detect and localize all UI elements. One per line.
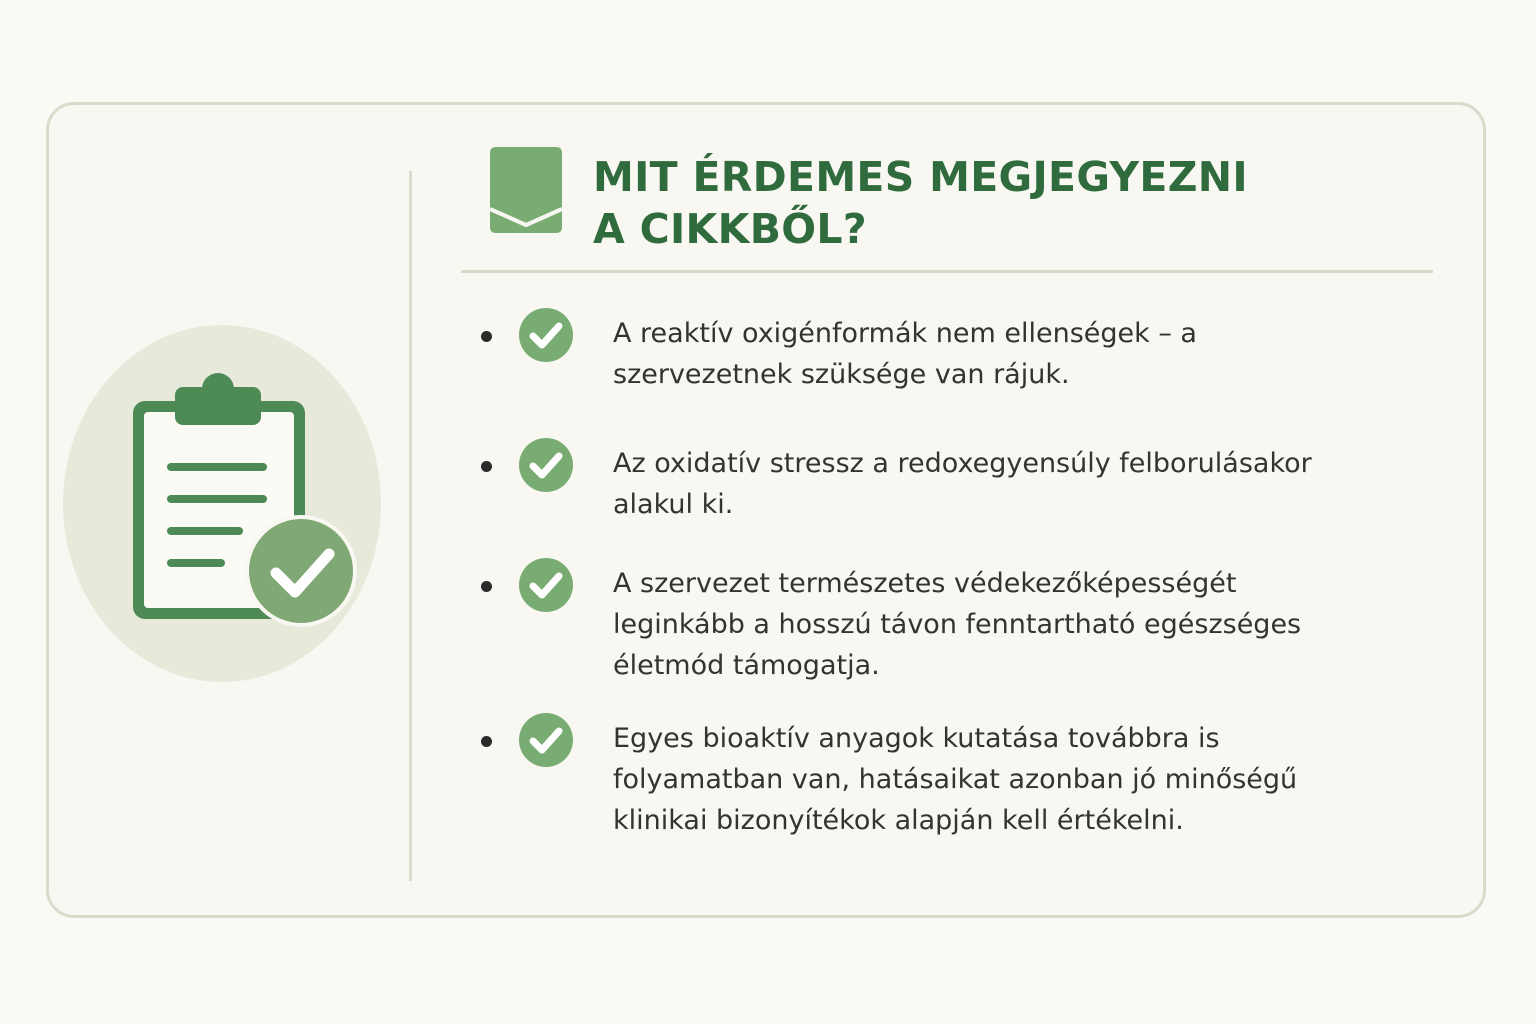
bullet-dot [481, 461, 492, 472]
bullet-dot [481, 331, 492, 342]
bullet-dot [481, 736, 492, 747]
vertical-divider [409, 171, 412, 881]
text-line: Az oxidatív stressz a redoxegyensúly felborulásakor [613, 448, 1312, 479]
list-item-text [613, 443, 1373, 525]
text-line: A szervezet természetes védekezőképességét [613, 568, 1237, 599]
horizontal-divider [461, 270, 1433, 273]
check-circle-icon [518, 437, 574, 493]
title-line: A CIKKBŐL? [593, 205, 867, 253]
check-circle-icon [518, 712, 574, 768]
check-circle-icon [518, 557, 574, 613]
summary-card [46, 102, 1486, 918]
text-line: szervezetnek szüksége van rájuk. [613, 359, 1070, 390]
bullet-dot [481, 581, 492, 592]
clipboard-check-icon [129, 373, 361, 633]
text-line: A reaktív oxigénformák nem ellenségek – a [613, 318, 1197, 349]
text-line: életmód támogatja. [613, 650, 880, 681]
list-item-text [613, 718, 1373, 841]
text-line: folyamatban van, hatásaikat azonban jó minőségű [613, 764, 1298, 795]
text-line: Egyes bioaktív anyagok kutatása továbbra is [613, 723, 1220, 754]
title-line: MIT ÉRDEMES MEGJEGYEZNI [593, 153, 1248, 201]
text-line: leginkább a hosszú távon fenntartható egészséges [613, 609, 1302, 640]
text-line: klinikai bizonyítékok alapján kell értékelni. [613, 805, 1184, 836]
bookmark-icon [490, 147, 562, 233]
list-item-text [613, 313, 1373, 395]
text-line: alakul ki. [613, 489, 734, 520]
check-circle-icon [518, 307, 574, 363]
card-title [593, 151, 1353, 255]
list-item-text [613, 563, 1373, 686]
